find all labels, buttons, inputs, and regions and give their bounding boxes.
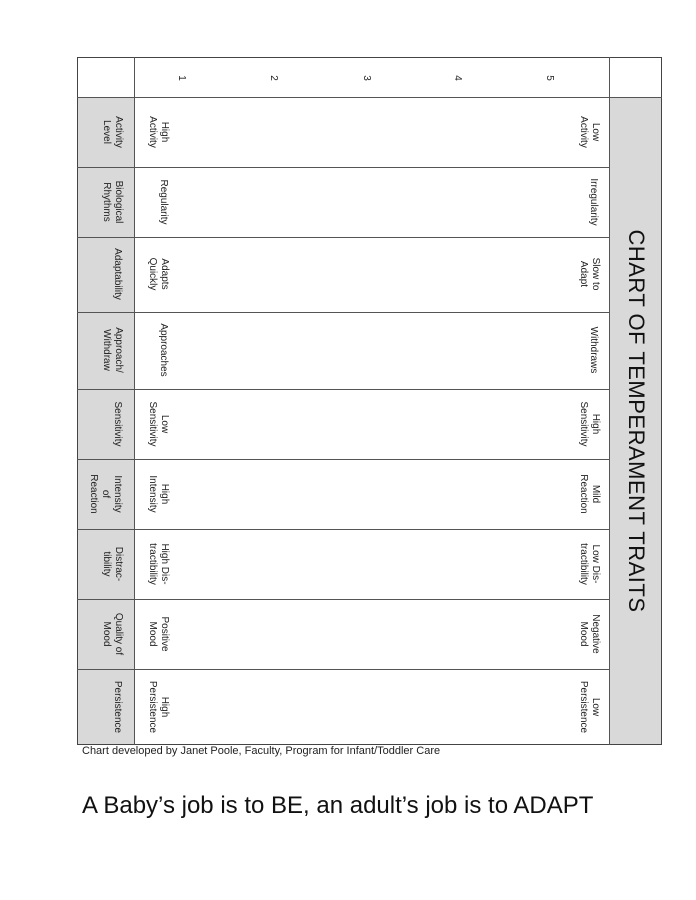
trait-low-end: Adapts Quickly xyxy=(147,257,170,291)
scale-number-1: 1 xyxy=(176,75,187,81)
trait-name: Intensity of Reaction xyxy=(88,474,123,514)
row-divider xyxy=(77,167,609,168)
row-divider xyxy=(77,529,609,530)
trait-name: Distrac- tibility xyxy=(101,546,124,582)
scale-number-4: 4 xyxy=(452,75,463,81)
scale-number-2: 2 xyxy=(268,75,279,81)
trait-low-end: High Activity xyxy=(147,116,170,148)
trait-low-end: Positive Mood xyxy=(147,616,170,652)
trait-high-end: Mild Reaction xyxy=(578,474,601,514)
chart-credit-footnote: Chart developed by Janet Poole, Faculty, Program for Infant/Toddler Care xyxy=(82,745,441,757)
row-divider xyxy=(77,459,609,460)
trait-low-end: High Persistence xyxy=(147,680,170,734)
trait-name: Sensitivity xyxy=(112,401,123,447)
trait-name: Approach/ Withdraw xyxy=(101,327,124,373)
chart-title: CHART OF TEMPERAMENT TRAITS xyxy=(624,229,649,613)
divider-title-column xyxy=(609,57,610,745)
scale-number-3: 3 xyxy=(361,75,372,81)
trait-low-end: Approaches xyxy=(158,323,169,377)
row-divider xyxy=(77,599,609,600)
trait-high-end: Low Activity xyxy=(578,116,601,148)
trait-high-end: Low Persistence xyxy=(578,680,601,734)
divider-name-column xyxy=(134,57,135,745)
trait-name: Activity Level xyxy=(101,116,124,148)
trait-high-end: Negative Mood xyxy=(578,614,601,654)
trait-name: Adaptability xyxy=(112,248,123,300)
trait-low-end: High Intensity xyxy=(147,475,170,513)
trait-low-end: Regularity xyxy=(158,179,169,225)
row-divider xyxy=(77,669,609,670)
trait-high-end: Low Dis- tractibility xyxy=(578,543,601,585)
scale-number-5: 5 xyxy=(544,75,555,81)
trait-high-end: High Sensitivity xyxy=(578,401,601,447)
trait-high-end: Withdraws xyxy=(588,326,599,374)
divider-header xyxy=(77,97,662,98)
motto-text: A Baby’s job is to BE, an adult’s job is to ADAPT xyxy=(82,792,594,819)
row-divider xyxy=(77,237,609,238)
row-divider xyxy=(77,312,609,313)
trait-low-end: Low Sensitivity xyxy=(147,401,170,447)
trait-name: Persistence xyxy=(112,680,123,734)
trait-high-end: Irregularity xyxy=(588,178,599,226)
trait-low-end: High Dis- tractibility xyxy=(147,543,170,585)
trait-high-end: Slow to Adapt xyxy=(578,257,601,291)
row-divider xyxy=(77,389,609,390)
trait-name: Biological Rhythms xyxy=(101,180,124,224)
trait-name: Quality of Mood xyxy=(101,612,124,656)
